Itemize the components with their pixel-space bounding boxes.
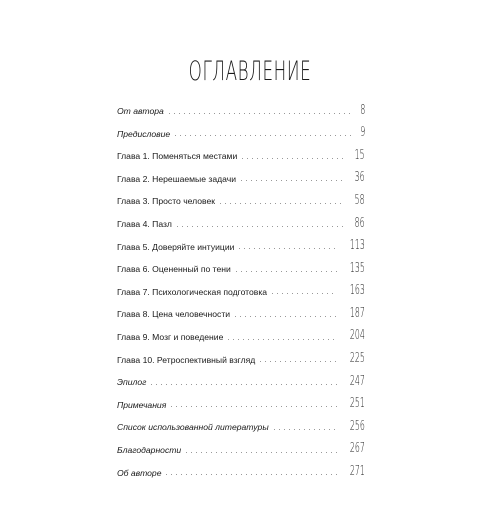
toc-entry[interactable]	[117, 251, 365, 274]
toc-entry-page-number: 247	[350, 373, 365, 389]
toc-entry-label: Глава 3. Просто человек	[117, 196, 216, 207]
toc-entry-label: Глава 8. Цена человечности	[117, 309, 231, 320]
toc-entry[interactable]	[117, 319, 365, 342]
toc-entry-page-number: 163	[350, 283, 365, 299]
toc-entry-label: Об авторе	[117, 467, 162, 478]
toc-entry-page-number: 256	[350, 418, 365, 434]
dot-leader	[237, 248, 337, 249]
toc-entry-label: Примечания	[117, 399, 167, 410]
toc-entry-page-number: 187	[350, 305, 365, 321]
dot-leader	[175, 226, 346, 227]
toc-entry[interactable]	[117, 229, 365, 252]
dot-leader	[164, 474, 337, 475]
toc-entry-label: Предисловие	[117, 128, 171, 139]
toc-entry-label: Эпилог	[117, 377, 147, 388]
toc-entry[interactable]	[117, 296, 365, 319]
toc-entry-page-number: 113	[350, 238, 365, 254]
toc-entry-label: Глава 7. Психологическая подготовка	[117, 286, 268, 297]
toc-entry-label: Глава 4. Пазл	[117, 218, 172, 229]
dot-leader	[218, 203, 345, 204]
toc-entry-page-number: 225	[350, 351, 365, 367]
dot-leader	[240, 158, 345, 159]
toc-entry[interactable]	[117, 161, 365, 184]
toc-entry-label: Глава 5. Доверяйте интуиции	[117, 241, 235, 252]
toc-entry[interactable]	[117, 364, 365, 387]
toc-entry-page-number: 267	[350, 441, 365, 457]
toc-entry-page-number: 135	[350, 260, 365, 276]
dot-leader	[169, 406, 337, 407]
toc-entry[interactable]	[117, 206, 365, 229]
dot-leader	[149, 384, 337, 385]
dot-leader	[258, 361, 337, 362]
toc-entry-label: Глава 1. Поменяться местами	[117, 151, 238, 162]
dot-leader	[272, 429, 338, 430]
dot-leader	[270, 293, 337, 294]
toc-entry-page-number: 86	[355, 215, 365, 231]
dot-leader	[226, 339, 337, 340]
toc-entry-label: Глава 10. Ретроспективный взгляд	[117, 354, 256, 365]
dot-leader	[239, 180, 345, 181]
toc-entry-label: Глава 9. Мозг и поведение	[117, 331, 224, 342]
toc-entry-page-number: 58	[355, 192, 365, 208]
toc-title: ОГЛАВЛЕНИЕ	[188, 56, 312, 87]
toc-entry[interactable]	[117, 409, 365, 432]
toc-entry[interactable]	[117, 342, 365, 365]
toc-entry-page-number: 8	[360, 102, 365, 118]
toc-entry-page-number: 271	[350, 464, 365, 480]
toc-entry-page-number: 251	[350, 396, 365, 412]
toc-entry-page-number: 204	[350, 328, 365, 344]
toc-entry-label: От автора	[117, 106, 164, 116]
toc-entry-page-number: 9	[360, 125, 365, 141]
toc-entry-label: Глава 6. Оцененный по тени	[117, 264, 231, 275]
toc-entry-page-number: 15	[355, 147, 365, 163]
toc-entry[interactable]	[117, 432, 365, 455]
toc-entry[interactable]	[117, 274, 365, 297]
toc-entry[interactable]	[117, 116, 365, 139]
toc-entry[interactable]	[117, 183, 365, 206]
toc-list	[117, 93, 365, 480]
toc-entry[interactable]	[117, 93, 365, 116]
toc-entry[interactable]	[117, 138, 365, 161]
dot-leader	[167, 113, 354, 114]
dot-leader	[173, 135, 354, 136]
dot-leader	[234, 271, 337, 272]
dot-leader	[184, 452, 337, 453]
toc-entry-label: Благодарности	[117, 444, 182, 455]
toc-entry[interactable]	[117, 387, 365, 410]
toc-entry-page-number: 36	[355, 170, 365, 186]
dot-leader	[233, 316, 337, 317]
toc-entry-label: Глава 2. Нерешаемые задачи	[117, 173, 237, 184]
toc-entry[interactable]	[117, 455, 365, 478]
toc-entry-label: Список использованной литературы	[117, 422, 269, 433]
